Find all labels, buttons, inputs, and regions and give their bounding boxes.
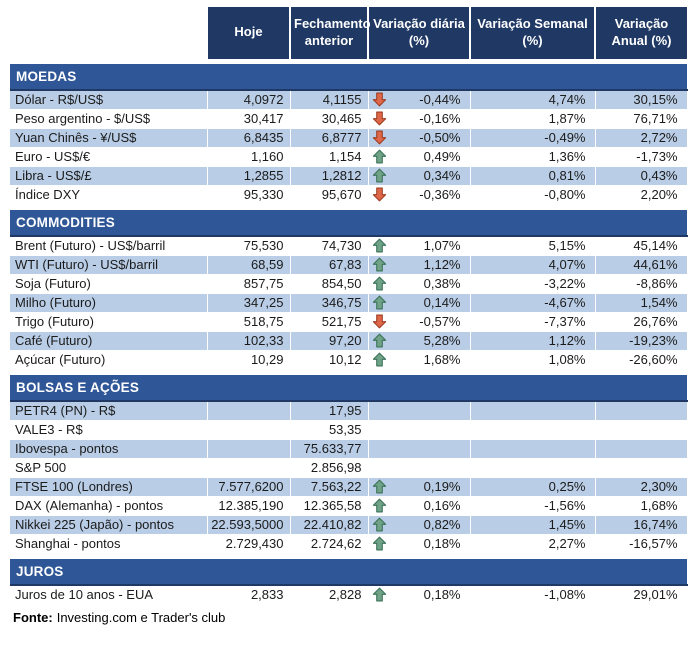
variacao-semanal-cell: 1,45% bbox=[470, 515, 595, 534]
fechamento-anterior-cell: 1,2812 bbox=[290, 166, 368, 185]
table-row bbox=[10, 128, 687, 147]
table-row bbox=[10, 147, 687, 166]
hoje-cell: 1,160 bbox=[207, 147, 290, 166]
variacao-semanal-cell: -4,67% bbox=[470, 293, 595, 312]
section-title: BOLSAS E AÇÕES bbox=[10, 375, 687, 401]
table-row bbox=[10, 236, 687, 256]
hoje-cell: 7.577,6200 bbox=[207, 477, 290, 496]
table-row bbox=[10, 477, 687, 496]
variacao-anual-cell: 29,01% bbox=[595, 585, 687, 605]
variacao-diaria-value: 0,34% bbox=[423, 168, 461, 184]
variacao-semanal-cell: 2,27% bbox=[470, 534, 595, 553]
table-row bbox=[10, 293, 687, 312]
variacao-semanal-cell: 5,15% bbox=[470, 236, 595, 256]
down-arrow-icon bbox=[372, 130, 387, 145]
hoje-cell: 6,8435 bbox=[207, 128, 290, 147]
variacao-anual-cell: 2,30% bbox=[595, 477, 687, 496]
variacao-semanal-cell: 1,08% bbox=[470, 350, 595, 369]
variacao-diaria-cell bbox=[368, 147, 470, 166]
variacao-diaria-value: -0,44% bbox=[419, 92, 461, 108]
variacao-semanal-cell: 1,36% bbox=[470, 147, 595, 166]
variacao-anual-cell: 45,14% bbox=[595, 236, 687, 256]
table-row bbox=[10, 439, 687, 458]
hoje-cell: 1,2855 bbox=[207, 166, 290, 185]
variacao-diaria-cell bbox=[368, 477, 470, 496]
row-label: Nikkei 225 (Japão) - pontos bbox=[10, 515, 207, 534]
down-arrow-icon bbox=[372, 187, 387, 202]
variacao-anual-cell: 1,68% bbox=[595, 496, 687, 515]
header-corner bbox=[10, 7, 207, 59]
col-header-variacao-semanal: Variação Semanal (%) bbox=[470, 7, 595, 59]
table-row bbox=[10, 331, 687, 350]
hoje-cell: 4,0972 bbox=[207, 90, 290, 110]
hoje-cell bbox=[207, 458, 290, 477]
variacao-diaria-cell bbox=[368, 293, 470, 312]
variacao-anual-cell: -8,86% bbox=[595, 274, 687, 293]
row-label: Soja (Futuro) bbox=[10, 274, 207, 293]
variacao-diaria-value: -0,50% bbox=[419, 130, 461, 146]
variacao-diaria-cell bbox=[368, 420, 470, 439]
up-arrow-icon bbox=[372, 295, 387, 310]
table-row bbox=[10, 515, 687, 534]
table-row bbox=[10, 274, 687, 293]
hoje-cell bbox=[207, 401, 290, 421]
variacao-diaria-value: -0,36% bbox=[419, 187, 461, 203]
down-arrow-icon bbox=[372, 314, 387, 329]
table-row bbox=[10, 496, 687, 515]
row-label: Yuan Chinês - ¥/US$ bbox=[10, 128, 207, 147]
row-label: Euro - US$/€ bbox=[10, 147, 207, 166]
variacao-diaria-value: 0,18% bbox=[423, 587, 461, 603]
fechamento-anterior-cell: 75.633,77 bbox=[290, 439, 368, 458]
up-arrow-icon bbox=[372, 149, 387, 164]
variacao-semanal-cell bbox=[470, 401, 595, 421]
fechamento-anterior-cell: 95,670 bbox=[290, 185, 368, 204]
variacao-anual-cell: 26,76% bbox=[595, 312, 687, 331]
section-title: MOEDAS bbox=[10, 64, 687, 90]
variacao-semanal-cell: -1,56% bbox=[470, 496, 595, 515]
fechamento-anterior-cell: 10,12 bbox=[290, 350, 368, 369]
row-label: Milho (Futuro) bbox=[10, 293, 207, 312]
variacao-diaria-cell bbox=[368, 496, 470, 515]
variacao-semanal-cell bbox=[470, 420, 595, 439]
variacao-anual-cell bbox=[595, 439, 687, 458]
variacao-semanal-cell: 0,81% bbox=[470, 166, 595, 185]
hoje-cell: 95,330 bbox=[207, 185, 290, 204]
row-label: Trigo (Futuro) bbox=[10, 312, 207, 331]
variacao-anual-cell bbox=[595, 401, 687, 421]
variacao-anual-cell: -1,73% bbox=[595, 147, 687, 166]
table-row bbox=[10, 534, 687, 553]
variacao-anual-cell: 2,72% bbox=[595, 128, 687, 147]
col-header-hoje: Hoje bbox=[207, 7, 290, 59]
hoje-cell: 518,75 bbox=[207, 312, 290, 331]
hoje-cell: 2,833 bbox=[207, 585, 290, 605]
variacao-anual-cell: 30,15% bbox=[595, 90, 687, 110]
variacao-diaria-cell bbox=[368, 515, 470, 534]
table-row bbox=[10, 109, 687, 128]
row-label: Brent (Futuro) - US$/barril bbox=[10, 236, 207, 256]
section-title: JUROS bbox=[10, 559, 687, 585]
hoje-cell: 22.593,5000 bbox=[207, 515, 290, 534]
fechamento-anterior-cell: 2,828 bbox=[290, 585, 368, 605]
up-arrow-icon bbox=[372, 238, 387, 253]
up-arrow-icon bbox=[372, 517, 387, 532]
row-label: Açúcar (Futuro) bbox=[10, 350, 207, 369]
variacao-anual-cell: -16,57% bbox=[595, 534, 687, 553]
variacao-semanal-cell: -0,80% bbox=[470, 185, 595, 204]
section-header-row bbox=[10, 375, 687, 401]
variacao-anual-cell bbox=[595, 458, 687, 477]
down-arrow-icon bbox=[372, 92, 387, 107]
table-row bbox=[10, 255, 687, 274]
variacao-diaria-value: 5,28% bbox=[423, 333, 461, 349]
hoje-cell: 2.729,430 bbox=[207, 534, 290, 553]
variacao-anual-cell: 1,54% bbox=[595, 293, 687, 312]
col-header-variacao-diaria: Variação diária (%) bbox=[368, 7, 470, 59]
variacao-semanal-cell: 1,12% bbox=[470, 331, 595, 350]
row-label: PETR4 (PN) - R$ bbox=[10, 401, 207, 421]
variacao-semanal-cell bbox=[470, 458, 595, 477]
variacao-diaria-value: 1,12% bbox=[423, 257, 461, 273]
table-row bbox=[10, 166, 687, 185]
variacao-semanal-cell: 4,74% bbox=[470, 90, 595, 110]
fechamento-anterior-cell: 67,83 bbox=[290, 255, 368, 274]
section-header-row bbox=[10, 64, 687, 90]
variacao-semanal-cell: 4,07% bbox=[470, 255, 595, 274]
hoje-cell: 10,29 bbox=[207, 350, 290, 369]
up-arrow-icon bbox=[372, 352, 387, 367]
variacao-anual-cell: 0,43% bbox=[595, 166, 687, 185]
fechamento-anterior-cell: 12.365,58 bbox=[290, 496, 368, 515]
variacao-semanal-cell: -7,37% bbox=[470, 312, 595, 331]
row-label: Café (Futuro) bbox=[10, 331, 207, 350]
variacao-anual-cell: -26,60% bbox=[595, 350, 687, 369]
variacao-diaria-cell bbox=[368, 166, 470, 185]
up-arrow-icon bbox=[372, 168, 387, 183]
fechamento-anterior-cell: 2.724,62 bbox=[290, 534, 368, 553]
row-label: Libra - US$/£ bbox=[10, 166, 207, 185]
row-label: Juros de 10 anos - EUA bbox=[10, 585, 207, 605]
hoje-cell: 857,75 bbox=[207, 274, 290, 293]
down-arrow-icon bbox=[372, 111, 387, 126]
variacao-anual-cell: -19,23% bbox=[595, 331, 687, 350]
fechamento-anterior-cell: 97,20 bbox=[290, 331, 368, 350]
fechamento-anterior-cell: 53,35 bbox=[290, 420, 368, 439]
hoje-cell: 347,25 bbox=[207, 293, 290, 312]
variacao-diaria-cell bbox=[368, 439, 470, 458]
variacao-diaria-cell bbox=[368, 401, 470, 421]
variacao-diaria-cell bbox=[368, 331, 470, 350]
table-row bbox=[10, 185, 687, 204]
table-row bbox=[10, 585, 687, 605]
variacao-diaria-cell bbox=[368, 128, 470, 147]
hoje-cell bbox=[207, 439, 290, 458]
up-arrow-icon bbox=[372, 333, 387, 348]
table-row bbox=[10, 312, 687, 331]
fechamento-anterior-cell: 17,95 bbox=[290, 401, 368, 421]
hoje-cell: 75,530 bbox=[207, 236, 290, 256]
fechamento-anterior-cell: 7.563,22 bbox=[290, 477, 368, 496]
variacao-diaria-value: 0,16% bbox=[423, 498, 461, 514]
row-label: S&P 500 bbox=[10, 458, 207, 477]
section-header-row bbox=[10, 559, 687, 585]
fechamento-anterior-cell: 854,50 bbox=[290, 274, 368, 293]
table-row bbox=[10, 420, 687, 439]
fechamento-anterior-cell: 1,154 bbox=[290, 147, 368, 166]
variacao-diaria-value: 0,14% bbox=[423, 295, 461, 311]
variacao-diaria-value: -0,57% bbox=[419, 314, 461, 330]
variacao-diaria-cell bbox=[368, 236, 470, 256]
variacao-diaria-cell bbox=[368, 458, 470, 477]
fechamento-anterior-cell: 2.856,98 bbox=[290, 458, 368, 477]
source-label: Fonte: bbox=[13, 609, 53, 625]
row-label: WTI (Futuro) - US$/barril bbox=[10, 255, 207, 274]
variacao-semanal-cell: 0,25% bbox=[470, 477, 595, 496]
variacao-diaria-cell bbox=[368, 534, 470, 553]
variacao-anual-cell bbox=[595, 420, 687, 439]
table-row bbox=[10, 350, 687, 369]
variacao-diaria-value: -0,16% bbox=[419, 111, 461, 127]
variacao-diaria-value: 0,18% bbox=[423, 536, 461, 552]
variacao-diaria-cell bbox=[368, 109, 470, 128]
source-text: Investing.com e Trader's club bbox=[56, 609, 226, 625]
source-note bbox=[10, 605, 687, 625]
header-row bbox=[10, 7, 687, 59]
hoje-cell: 12.385,190 bbox=[207, 496, 290, 515]
variacao-diaria-value: 0,82% bbox=[423, 517, 461, 533]
table-row bbox=[10, 401, 687, 421]
variacao-diaria-cell bbox=[368, 585, 470, 605]
variacao-diaria-cell bbox=[368, 255, 470, 274]
row-label: Índice DXY bbox=[10, 185, 207, 204]
section-header-row bbox=[10, 210, 687, 236]
variacao-semanal-cell bbox=[470, 439, 595, 458]
hoje-cell: 102,33 bbox=[207, 331, 290, 350]
fechamento-anterior-cell: 74,730 bbox=[290, 236, 368, 256]
row-label: DAX (Alemanha) - pontos bbox=[10, 496, 207, 515]
variacao-diaria-value: 0,38% bbox=[423, 276, 461, 292]
section-title: COMMODITIES bbox=[10, 210, 687, 236]
variacao-diaria-value: 1,68% bbox=[423, 352, 461, 368]
fechamento-anterior-cell: 4,1155 bbox=[290, 90, 368, 110]
up-arrow-icon bbox=[372, 498, 387, 513]
variacao-diaria-value: 0,49% bbox=[423, 149, 461, 165]
variacao-diaria-value: 0,19% bbox=[423, 479, 461, 495]
table-row bbox=[10, 90, 687, 110]
up-arrow-icon bbox=[372, 257, 387, 272]
hoje-cell: 68,59 bbox=[207, 255, 290, 274]
fechamento-anterior-cell: 22.410,82 bbox=[290, 515, 368, 534]
variacao-anual-cell: 76,71% bbox=[595, 109, 687, 128]
fechamento-anterior-cell: 30,465 bbox=[290, 109, 368, 128]
up-arrow-icon bbox=[372, 587, 387, 602]
variacao-anual-cell: 16,74% bbox=[595, 515, 687, 534]
up-arrow-icon bbox=[372, 276, 387, 291]
variacao-diaria-cell bbox=[368, 312, 470, 331]
table-row bbox=[10, 458, 687, 477]
variacao-anual-cell: 44,61% bbox=[595, 255, 687, 274]
variacao-anual-cell: 2,20% bbox=[595, 185, 687, 204]
row-label: Ibovespa - pontos bbox=[10, 439, 207, 458]
col-header-variacao-anual: Variação Anual (%) bbox=[595, 7, 687, 59]
row-label: Dólar - R$/US$ bbox=[10, 90, 207, 110]
variacao-diaria-cell bbox=[368, 274, 470, 293]
variacao-semanal-cell: 1,87% bbox=[470, 109, 595, 128]
variacao-diaria-cell bbox=[368, 350, 470, 369]
variacao-diaria-cell bbox=[368, 185, 470, 204]
up-arrow-icon bbox=[372, 479, 387, 494]
hoje-cell: 30,417 bbox=[207, 109, 290, 128]
row-label: Peso argentino - $/US$ bbox=[10, 109, 207, 128]
variacao-semanal-cell: -3,22% bbox=[470, 274, 595, 293]
variacao-diaria-cell bbox=[368, 90, 470, 110]
row-label: FTSE 100 (Londres) bbox=[10, 477, 207, 496]
hoje-cell bbox=[207, 420, 290, 439]
col-header-fechamento-anterior: Fechamento anterior bbox=[290, 7, 368, 59]
market-table bbox=[10, 7, 688, 605]
fechamento-anterior-cell: 6,8777 bbox=[290, 128, 368, 147]
up-arrow-icon bbox=[372, 536, 387, 551]
variacao-semanal-cell: -0,49% bbox=[470, 128, 595, 147]
variacao-semanal-cell: -1,08% bbox=[470, 585, 595, 605]
row-label: Shanghai - pontos bbox=[10, 534, 207, 553]
fechamento-anterior-cell: 346,75 bbox=[290, 293, 368, 312]
fechamento-anterior-cell: 521,75 bbox=[290, 312, 368, 331]
variacao-diaria-value: 1,07% bbox=[423, 238, 461, 254]
row-label: VALE3 - R$ bbox=[10, 420, 207, 439]
